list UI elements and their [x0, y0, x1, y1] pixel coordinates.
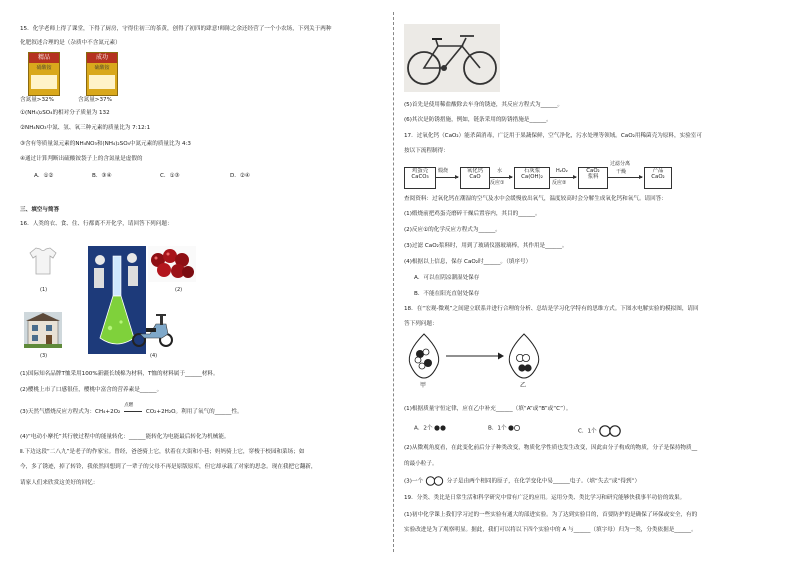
scooter-image	[130, 312, 174, 348]
q15-choice-d: D．②④	[230, 173, 250, 179]
flow-arrow-4	[608, 177, 642, 178]
flow-arrow-3	[550, 177, 576, 178]
model-label-yi: 乙	[520, 382, 527, 389]
image-label-4: (4)	[150, 353, 158, 359]
tshirt-image	[28, 246, 58, 276]
bag-b-caption: 含氮量>37%	[78, 97, 112, 103]
q18-sub-3-post: 分子是由两个相同的原子，在化学变化中易______电子。（填“失去”或“得到”）	[446, 478, 641, 485]
q18-stem: 18．在“宏观-微观”之间建立联系并进行合理的分析、总结是学习化学特有的思维方式。下图水电解实验的模拟图，请回	[404, 306, 699, 312]
flow-arrow-1	[436, 177, 458, 178]
q16-passage-1: Ⅱ.下边这段“二八九”是老子的作家宝。曾经，爸爸骑上它，驮着在大街和小巷；妈妈骑上它，穿梭于校园和菜场；如	[20, 449, 305, 455]
flow-arrow-2-top: 水	[497, 168, 503, 174]
model-label-jia: 甲	[420, 382, 427, 389]
flow-product-box	[644, 167, 672, 189]
q15-option-4: ④通过计算判断出硫酸铵袋子上的含氮量是虚假的	[20, 156, 143, 162]
flow-cao-box	[460, 167, 490, 189]
flow-arrow-1-label: 煅烧	[438, 168, 449, 174]
equation-right: CO₂+2H₂O。利用了氧气的______性。	[145, 409, 243, 415]
q16-passage-2: 今，多了锈迹，掉了转铃，我依然回想到了一辈子的父母不再是原版原库，但它却承载了对家的思念。现在我把它翻新，	[20, 464, 317, 470]
q16-part-4: (4)“电动小摩托”其行驶过程中的能量转化：______能转化为电能最后转化为机械能。	[20, 434, 230, 440]
flow-cao-formula: CaO	[469, 174, 481, 181]
bag-b-name: 硫酸铵	[94, 65, 110, 71]
q15-choice-c: C．①③	[160, 173, 180, 179]
q15-option-2: ②NH₄NO₃中氮、氢、氧三种元素的质量比为 7:12:1	[20, 125, 151, 131]
q15-choice-a: A．①②	[34, 173, 54, 179]
flow-arrow-3-top: H₂O₂	[556, 168, 568, 174]
bag-b-header: 成功	[87, 53, 117, 63]
column-divider	[393, 12, 394, 552]
fertilizer-bag-a	[28, 52, 60, 96]
flow-slurry-formula: CaO₂	[586, 168, 600, 174]
flow-arrow-4-mid: 干燥	[616, 169, 627, 175]
house-image	[24, 312, 62, 348]
flow-eggshell-box	[404, 167, 436, 189]
flow-eggshell-name: 鸡蛋壳	[411, 168, 429, 174]
q18-sub-2: (2)从微观角度看，在此变化前后分子种类改变，物质化学性质也发生改变，因此由分子构成的物质，分子是保持物质__	[404, 445, 698, 451]
q15-stem-cont: 化肥叙述合理的是（杂质中不含氮元素）	[20, 40, 121, 46]
q18-sub-2-cont: 的最小粒子。	[404, 461, 438, 467]
flow-limewash-box	[514, 167, 550, 189]
q17-stem-cont: 按以下流程制得：	[404, 148, 449, 154]
q16-part-6: (6)其次是防锈措施，例如，链条采用的防锈措施是______。	[404, 117, 552, 123]
q18-choice-b	[488, 425, 522, 433]
bag-a-name: 硝酸铵	[36, 65, 52, 71]
image-label-3: (3)	[40, 353, 48, 359]
q17-sub-4-option-b: B．不能在阳光直射处保存	[414, 291, 480, 297]
image-label-1: (1)	[40, 287, 48, 293]
q19-stem: 19．分类、类比是日常生活和科学研究中常有广泛的应用。运用分类、类比学习和研究能够快我事半功倍的效果。	[404, 495, 686, 501]
q15-stem: 15．化学老师上得了课堂，下得了厨房，守得住初三的茶黄，创得了初四的肆意!师陈之余还经营了一个小农场，下列关于两种	[20, 26, 332, 32]
q15-option-3: ③含有等质量氮元素的NH₄NO₃和(NH₄)₂SO₄中氮元素的质量比为 4:3	[20, 141, 191, 147]
flow-product-formula: CaO₂	[651, 174, 665, 181]
mixed-atom-pair-icon	[508, 425, 522, 431]
q16-part-5: (5)首先是使用稀盐酸除去车身的锈迹，其反应方程式为______。	[404, 102, 563, 108]
q16-part-2: (2)樱桃上市了口感很佳，樱桃中富含的营养素是______。	[20, 387, 163, 393]
q16-part-3	[20, 403, 243, 416]
q17-stem: 17．过氧化钙（CaO₂）能杀菌消毒，广泛用于果蔬保鲜，空气净化，污水处理等领域。CaO₂用稀菌壳为原料，实验室可	[404, 133, 702, 139]
reaction-condition: 点燃	[124, 403, 134, 408]
q18-choice-b-text: B．1个	[488, 425, 507, 432]
flow-limewash-formula: Ca(OH)₂	[521, 174, 543, 181]
cherries-image	[148, 246, 196, 282]
q18-choice-c-text: C．1个	[578, 428, 597, 435]
black-atom-pair-icon	[434, 425, 448, 431]
q18-choice-c	[578, 425, 624, 437]
bag-a-header: 精品	[29, 53, 59, 63]
white-molecule-icon	[425, 476, 445, 486]
flow-slurry-box	[578, 167, 608, 189]
flow-eggshell-formula: CaCO₃	[411, 174, 429, 181]
flow-arrow-3-bottom: 反应②	[552, 180, 567, 186]
q16-passage-3: 请家人们来欣赏这美好的回忆：	[20, 480, 99, 486]
bag-a-label-area	[31, 75, 57, 89]
q17-sub-1: (1)煅烧前把鸡蛋壳磨碎干燥后置容内，其目的______。	[404, 211, 541, 217]
q15-option-1: ①(NH₄)₂SO₄的相对分子质量为 132	[20, 110, 110, 116]
section-heading: 三、填空与简答	[20, 207, 60, 213]
q16-part-1: (1)国际知名品牌T恤采用100%新疆长绒棉为材料，T恤的材料属于______材料。	[20, 371, 219, 377]
flow-arrow-2-bottom: 反应①	[490, 180, 505, 186]
q16-stem: 16．人类的衣、食、住、行都离不开化学，请回答下列问题：	[20, 221, 173, 227]
q17-sub-3: (3)过滤 CaO₂浆料时，用到了玻璃仪器玻璃棒，其作用是______。	[404, 243, 568, 249]
q18-stem-cont: 答下列问题：	[404, 321, 438, 327]
q17-sub-4: (4)根据以上信息，保存 CaO₂时______。（填序号）	[404, 259, 532, 265]
q18-sub-1: (1)根据质量守恒定律，应在乙中补充______（填“A”或“B”或“C”）。	[404, 406, 572, 412]
bag-a-caption: 含氮量>32%	[20, 97, 54, 103]
q17-sub-2: (2)反应①的化学反应方程式为______。	[404, 227, 501, 233]
q17-sub-4-option-a: A．可以在阴凉潮湿处保存	[414, 275, 480, 281]
white-atom-pair-icon	[598, 425, 624, 437]
q18-choice-a-text: A．2个	[414, 425, 433, 432]
reaction-arrow	[122, 403, 144, 416]
fertilizer-bag-b	[86, 52, 118, 96]
flow-limewash-name: 石灰浆	[523, 168, 541, 174]
flow-arrow-2	[490, 177, 512, 178]
right-column	[404, 0, 776, 562]
flow-arrow-4-top: 过滤分离	[610, 161, 631, 167]
equation-left: (3)天然气燃烧反应方程式为：CH₄+2O₂	[20, 409, 121, 415]
left-column	[20, 0, 382, 562]
q19-sub-1-cont: 实验改进是为了观察明显。据此，我们可以将以下四个实验中的 A 与______（填字母）归为一类，分类依据是______。	[404, 527, 697, 533]
flow-slurry-name: 浆料	[587, 174, 599, 181]
bag-b-label-area	[89, 75, 115, 89]
flow-product-name: 产品	[652, 168, 664, 174]
bicycle-image	[404, 24, 500, 92]
flow-cao-name: 氧化钙	[466, 168, 484, 174]
electrolysis-model	[404, 330, 544, 380]
q18-choice-a	[414, 425, 448, 433]
q18-sub-3	[404, 476, 640, 486]
q17-info: 查阅资料：过氧化钙在潮湿的空气及水中会缓慢放出氧气，温度较高时会分解生成氧化钙和氧气。请回答：	[404, 196, 667, 202]
image-label-2: (2)	[175, 287, 183, 293]
q18-sub-3-pre: (3)一个	[404, 478, 424, 485]
q15-choice-b: B．③④	[92, 173, 112, 179]
q19-sub-1: (1)初中化学课上我们学习过的一些实验有通大的部进实验。为了达到实验目的，首要防护的是确保了环保或安全，有的	[404, 512, 698, 518]
